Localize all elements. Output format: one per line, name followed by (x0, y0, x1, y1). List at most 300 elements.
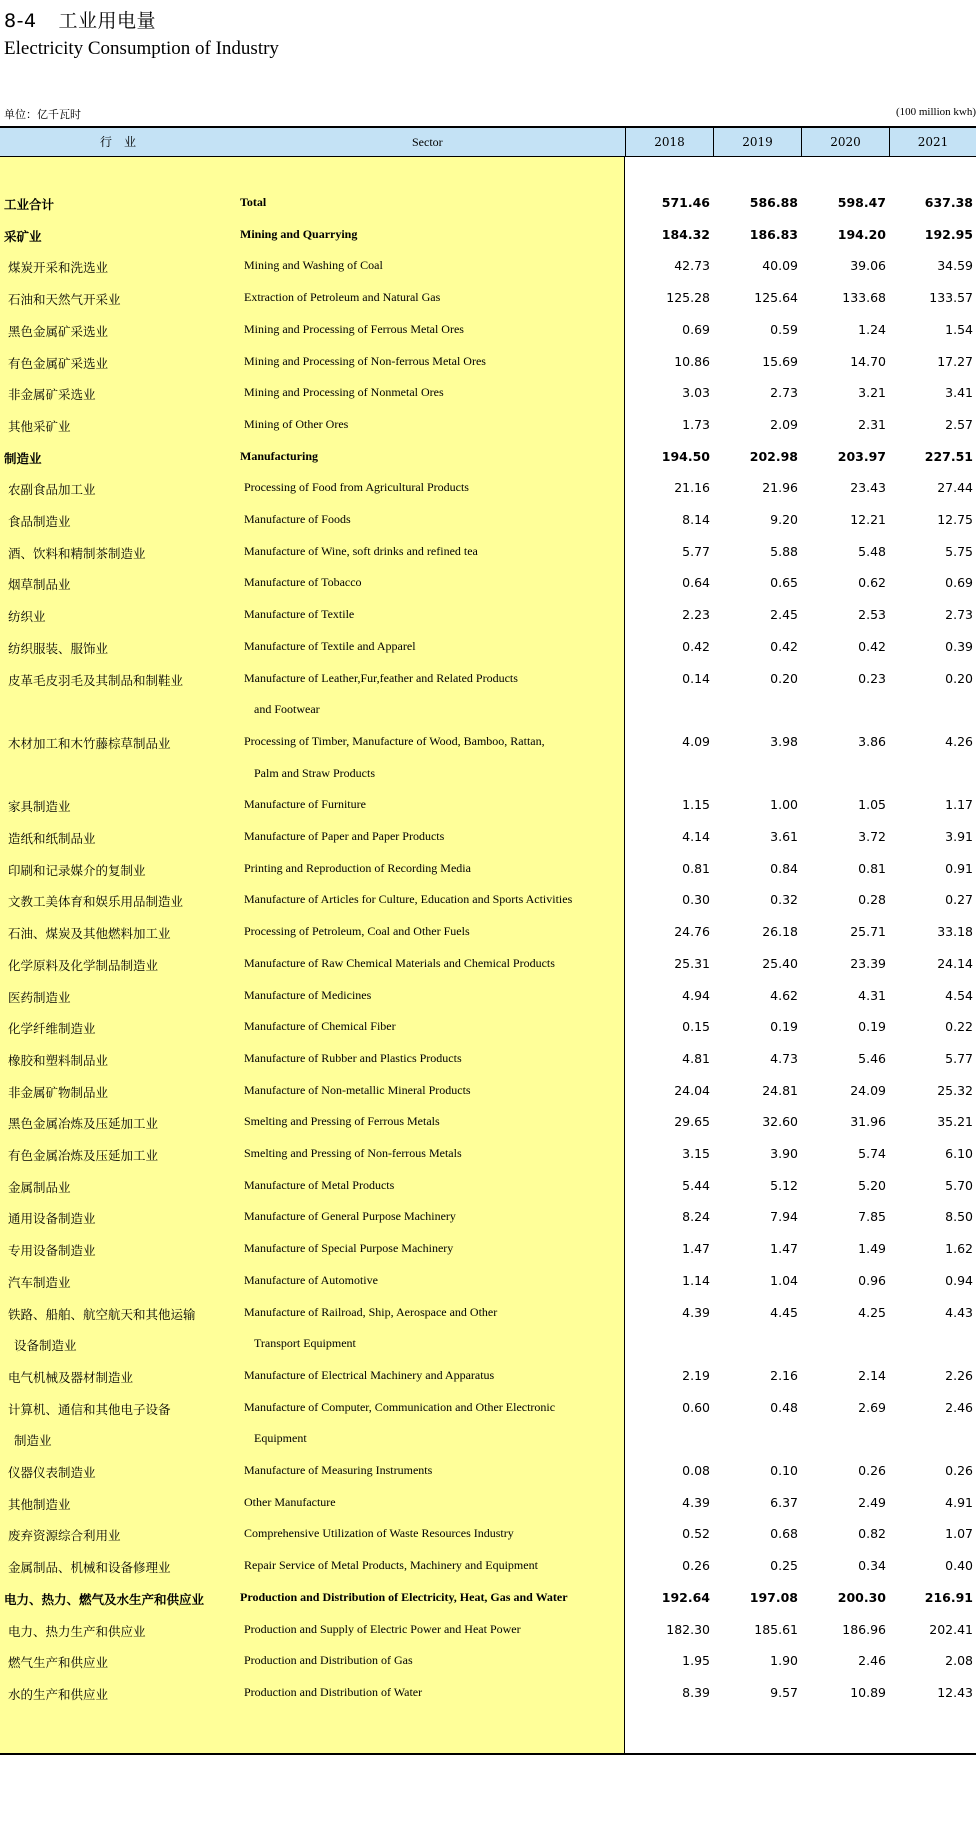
sector-name-en: Processing of Timber, Manufacture of Wood, Bamboo, Rattan, (244, 733, 545, 748)
value-2021: 8.50 (945, 1209, 973, 1225)
sector-name-en: Production and Distribution of Electricity, Heat, Gas and Water (240, 1589, 568, 1604)
value-2020: 598.47 (837, 195, 886, 210)
table-row (0, 1265, 976, 1297)
table-row (0, 1645, 976, 1677)
table-row (0, 948, 976, 980)
value-2020: 2.31 (858, 416, 886, 432)
sector-name-en: Production and Supply of Electric Power and Heat Power (244, 1621, 521, 1636)
value-2019: 1.00 (770, 797, 798, 813)
sector-name-en: Manufacture of Tobacco (244, 575, 362, 590)
value-2019: 4.45 (770, 1304, 798, 1320)
sector-name-en: Mining and Processing of Nonmetal Ores (244, 385, 444, 400)
sector-name-en: Manufacture of Articles for Culture, Education and Sports Activities (244, 892, 573, 907)
sector-name-en: Repair Service of Metal Products, Machinery and Equipment (244, 1558, 538, 1573)
value-2021: 1.17 (945, 797, 973, 813)
value-2018: 21.16 (674, 480, 710, 496)
sector-name-en: Mining and Processing of Ferrous Metal Ores (244, 321, 464, 336)
value-2021: 2.08 (945, 1653, 973, 1669)
sector-name-en: Manufacture of Electrical Machinery and Apparatus (244, 1367, 495, 1382)
sector-name-en: Smelting and Pressing of Non-ferrous Metals (244, 1146, 462, 1160)
value-2020: 0.62 (858, 575, 886, 591)
value-2019: 0.32 (770, 892, 798, 908)
value-2019: 40.09 (762, 258, 798, 274)
header-year-2021: 2021 (889, 128, 976, 156)
value-2021: 2.73 (945, 607, 973, 623)
value-2018: 0.08 (682, 1463, 710, 1478)
value-2020: 25.71 (850, 924, 886, 940)
sector-name-zh: 金属制品业 (8, 1179, 71, 1195)
value-2020: 3.72 (858, 829, 886, 844)
value-2019: 1.04 (770, 1272, 798, 1288)
sector-name-zh: 橡胶和塑料制品业 (8, 1052, 109, 1068)
value-2018: 0.60 (682, 1399, 710, 1415)
value-2018: 4.39 (682, 1304, 710, 1320)
value-2021: 12.43 (937, 1684, 973, 1700)
table-row (0, 536, 976, 568)
value-2020: 0.82 (858, 1526, 886, 1542)
sector-name-en: Mining and Quarrying (240, 226, 358, 241)
value-2018: 184.32 (661, 226, 710, 242)
value-2019: 2.73 (770, 385, 798, 401)
value-2019: 3.61 (770, 829, 798, 844)
value-2018: 0.81 (682, 860, 710, 876)
value-2020: 24.09 (850, 1082, 886, 1098)
value-2018: 4.94 (682, 987, 710, 1003)
sector-name-en: Manufacture of Furniture (244, 797, 366, 812)
value-2020: 0.34 (858, 1558, 886, 1574)
value-2021: 2.26 (945, 1367, 973, 1383)
value-2020: 133.68 (842, 290, 886, 306)
sector-name-zh: 文教工美体育和娱乐用品制造业 (8, 894, 184, 910)
sector-name-en: Production and Distribution of Water (244, 1684, 423, 1699)
value-2021: 133.57 (929, 290, 973, 306)
value-2018: 571.46 (661, 195, 710, 210)
header-year-2019: 2019 (713, 128, 801, 156)
sector-name-zh: 电气机械及器材制造业 (8, 1369, 134, 1385)
value-2019: 186.83 (749, 226, 798, 242)
value-2021: 0.94 (945, 1272, 973, 1288)
value-2018: 0.15 (682, 1019, 710, 1035)
value-2021: 5.70 (945, 1177, 973, 1193)
table-row (0, 1328, 976, 1360)
sector-name-zh: 其他制造业 (8, 1496, 71, 1512)
value-2018: 4.81 (682, 1050, 710, 1066)
sector-name-en: Manufacture of Chemical Fiber (244, 1019, 396, 1034)
value-2021: 35.21 (937, 1114, 973, 1130)
value-2020: 5.74 (858, 1146, 886, 1161)
sector-name-en: Manufacture of Raw Chemical Materials and Chemical Products (244, 955, 555, 970)
title-zh-text: 工业用电量 (58, 10, 157, 32)
table-row (0, 1518, 976, 1550)
value-2020: 2.53 (858, 607, 886, 623)
table-row (0, 884, 976, 916)
value-2021: 0.22 (945, 1019, 973, 1035)
value-2021: 3.91 (945, 829, 973, 844)
sector-name-zh: 化学原料及化学制品制造业 (8, 957, 159, 973)
value-2021: 227.51 (924, 448, 973, 464)
sector-name-zh: 废弃资源综合利用业 (8, 1528, 121, 1544)
value-2021: 1.62 (945, 1241, 973, 1257)
value-2019: 185.61 (754, 1621, 798, 1637)
value-2019: 32.60 (762, 1114, 798, 1130)
value-2019: 24.81 (762, 1082, 798, 1098)
sector-name-zh: 专用设备制造业 (8, 1243, 96, 1259)
value-2020: 1.05 (858, 797, 886, 813)
table-row (0, 441, 976, 473)
table-row (0, 472, 976, 504)
table-row (0, 1233, 976, 1265)
value-2018: 5.77 (682, 543, 710, 559)
value-2020: 1.24 (858, 321, 886, 337)
table-row (0, 1550, 976, 1582)
sector-name-zh: 采矿业 (4, 228, 42, 244)
value-2020: 3.21 (858, 385, 886, 401)
sector-name-en: Manufacture of Wine, soft drinks and refined tea (244, 543, 478, 558)
value-2019: 0.10 (770, 1463, 798, 1478)
sector-name-en: Manufacture of Medicines (244, 987, 372, 1002)
value-2021: 34.59 (937, 258, 973, 274)
value-2021: 4.91 (945, 1494, 973, 1510)
value-2020: 0.26 (858, 1463, 886, 1478)
value-2018: 0.30 (682, 892, 710, 908)
sector-name-en: Manufacture of Foods (244, 512, 351, 526)
value-2018: 0.64 (682, 575, 710, 591)
value-2018: 0.14 (682, 670, 710, 686)
value-2018: 1.73 (682, 416, 710, 432)
sector-name-en: Manufacture of Leather,Fur,feather and Related Products (244, 670, 518, 685)
sector-name-zh: 设备制造业 (14, 1338, 77, 1354)
value-2021: 1.07 (945, 1526, 973, 1542)
sector-name-zh: 烟草制品业 (8, 577, 71, 593)
value-2019: 9.20 (770, 512, 798, 527)
table-row (0, 282, 976, 314)
value-2018: 0.52 (682, 1526, 710, 1542)
sector-name-zh: 电力、热力、燃气及水生产和供应业 (4, 1591, 205, 1607)
value-2019: 9.57 (770, 1684, 798, 1700)
value-2018: 3.15 (682, 1146, 710, 1161)
value-2019: 4.62 (770, 987, 798, 1003)
sector-name-en: Mining and Washing of Coal (244, 258, 383, 273)
value-2021: 33.18 (937, 924, 973, 940)
value-2018: 8.14 (682, 512, 710, 527)
table-row (0, 789, 976, 821)
sector-name-zh: 纺织业 (8, 609, 46, 625)
sector-name-zh: 黑色金属冶炼及压延加工业 (8, 1116, 159, 1132)
value-2018: 25.31 (674, 955, 710, 971)
value-2019: 2.09 (770, 416, 798, 432)
value-2020: 3.86 (858, 733, 886, 749)
sector-name-zh: 有色金属矿采选业 (8, 355, 109, 371)
table-row (0, 1360, 976, 1392)
value-2018: 0.26 (682, 1558, 710, 1574)
value-2020: 5.46 (858, 1050, 886, 1066)
value-2019: 21.96 (762, 480, 798, 496)
sector-name-zh: 制造业 (4, 450, 42, 466)
value-2019: 0.25 (770, 1558, 798, 1574)
value-2019: 26.18 (762, 924, 798, 940)
table-row (0, 377, 976, 409)
value-2020: 12.21 (850, 512, 886, 527)
value-2019: 2.16 (770, 1367, 798, 1383)
sector-name-zh: 石油、煤炭及其他燃料加工业 (8, 926, 171, 942)
value-2018: 2.19 (682, 1367, 710, 1383)
value-2021: 1.54 (945, 321, 973, 337)
value-2020: 0.42 (858, 638, 886, 654)
value-2018: 4.39 (682, 1494, 710, 1510)
table-row (0, 1487, 976, 1519)
sector-name-zh: 金属制品、机械和设备修理业 (8, 1560, 171, 1576)
table-row (0, 1106, 976, 1138)
table-row (0, 663, 976, 695)
value-2018: 1.15 (682, 797, 710, 813)
sector-name-zh: 电力、热力生产和供应业 (8, 1623, 146, 1639)
value-2020: 200.30 (837, 1589, 886, 1605)
sector-name-en: Total (240, 195, 267, 209)
value-2020: 14.70 (850, 353, 886, 369)
value-2020: 23.39 (850, 955, 886, 971)
sector-name-zh: 有色金属冶炼及压延加工业 (8, 1148, 159, 1163)
value-2020: 7.85 (858, 1209, 886, 1225)
sector-name-zh: 纺织服装、服饰业 (8, 640, 109, 656)
value-2019: 2.45 (770, 607, 798, 623)
unit-label-zh: 单位：亿千瓦时 (4, 108, 81, 121)
header-sector-zh: 行 业 (100, 135, 137, 149)
table-row (0, 726, 976, 758)
value-2019: 6.37 (770, 1494, 798, 1510)
value-2021: 12.75 (937, 512, 973, 527)
sector-name-en: Production and Distribution of Gas (244, 1653, 413, 1668)
value-2020: 0.23 (858, 670, 886, 686)
table-row (0, 1011, 976, 1043)
table-row (0, 631, 976, 663)
sector-name-en: Transport Equipment (254, 1336, 356, 1351)
sector-name-zh: 水的生产和供应业 (8, 1686, 109, 1702)
value-2020: 0.96 (858, 1272, 886, 1288)
value-2018: 10.86 (674, 353, 710, 369)
value-2018: 4.14 (682, 829, 710, 844)
sector-name-en: Manufacturing (240, 448, 318, 463)
sector-name-zh: 化学纤维制造业 (8, 1021, 96, 1037)
sector-name-zh: 石油和天然气开采业 (8, 292, 121, 308)
value-2021: 202.41 (929, 1621, 973, 1637)
value-2021: 27.44 (937, 480, 973, 496)
value-2018: 8.24 (682, 1209, 710, 1225)
value-2019: 0.20 (770, 670, 798, 686)
value-2019: 0.19 (770, 1019, 798, 1035)
table-row (0, 1455, 976, 1487)
table-row (0, 314, 976, 346)
sector-name-zh: 印刷和记录媒介的复制业 (8, 862, 146, 878)
table-row (0, 694, 976, 726)
value-2021: 2.57 (945, 416, 973, 432)
value-2019: 125.64 (754, 290, 798, 306)
value-2019: 0.68 (770, 1526, 798, 1542)
sector-name-zh: 酒、饮料和精制茶制造业 (8, 545, 146, 561)
value-2019: 0.59 (770, 321, 798, 337)
table-row (0, 853, 976, 885)
value-2020: 186.96 (842, 1621, 886, 1637)
value-2019: 3.90 (770, 1146, 798, 1161)
sector-name-zh: 黑色金属矿采选业 (8, 323, 109, 339)
value-2019: 0.65 (770, 575, 798, 591)
value-2020: 39.06 (850, 258, 886, 274)
sector-name-en: Equipment (254, 1431, 307, 1446)
sector-name-en: Manufacture of Special Purpose Machinery (244, 1241, 454, 1256)
value-2020: 10.89 (850, 1684, 886, 1700)
sector-name-en: Manufacture of Non-metallic Mineral Products (244, 1082, 471, 1097)
value-2019: 0.84 (770, 860, 798, 876)
table-row (0, 1201, 976, 1233)
sector-name-zh: 造纸和纸制品业 (8, 831, 96, 846)
value-2018: 29.65 (674, 1114, 710, 1130)
value-2018: 192.64 (661, 1589, 710, 1605)
value-2021: 0.27 (945, 892, 973, 908)
value-2021: 0.20 (945, 670, 973, 686)
value-2021: 5.77 (945, 1050, 973, 1066)
value-2018: 42.73 (674, 258, 710, 274)
sector-name-en: Printing and Reproduction of Recording Media (244, 860, 471, 875)
table-row (0, 758, 976, 790)
value-2021: 6.10 (945, 1146, 973, 1161)
value-2018: 182.30 (666, 1621, 710, 1637)
value-2020: 2.69 (858, 1399, 886, 1415)
value-2019: 586.88 (749, 195, 798, 210)
data-table (0, 126, 976, 1755)
value-2020: 2.46 (858, 1653, 886, 1669)
sector-name-zh: 制造业 (14, 1433, 52, 1449)
sector-name-zh: 非金属矿采选业 (8, 387, 96, 403)
value-2018: 194.50 (661, 448, 710, 464)
value-2021: 4.54 (945, 987, 973, 1003)
table-number: 8-4 (4, 10, 37, 32)
table-row (0, 1392, 976, 1424)
value-2018: 3.03 (682, 385, 710, 401)
table-row (0, 250, 976, 282)
table-row (0, 1677, 976, 1709)
sector-name-en: Processing of Food from Agricultural Products (244, 480, 469, 495)
value-2021: 0.40 (945, 1558, 973, 1574)
sector-name-zh: 燃气生产和供应业 (8, 1655, 109, 1671)
value-2019: 5.12 (770, 1177, 798, 1193)
page-title-zh (4, 6, 156, 33)
sector-name-zh: 其他采矿业 (8, 418, 71, 434)
sector-name-en: Manufacture of Computer, Communication and Other Electronic (244, 1399, 556, 1414)
value-2019: 5.88 (770, 543, 798, 559)
value-2019: 0.48 (770, 1399, 798, 1415)
value-2019: 0.42 (770, 638, 798, 654)
value-2021: 192.95 (924, 226, 973, 242)
value-2019: 15.69 (762, 353, 798, 369)
sector-name-zh: 医药制造业 (8, 989, 71, 1005)
value-2019: 3.98 (770, 733, 798, 749)
sector-name-en: Processing of Petroleum, Coal and Other Fuels (244, 924, 470, 939)
sector-name-en: Manufacture of Rubber and Plastics Products (244, 1050, 462, 1065)
table-row (0, 980, 976, 1012)
table-row (0, 821, 976, 853)
sector-name-en: Manufacture of Railroad, Ship, Aerospace and Other (244, 1304, 498, 1319)
value-2021: 0.26 (945, 1463, 973, 1478)
value-2021: 5.75 (945, 543, 973, 559)
sector-name-en: Smelting and Pressing of Ferrous Metals (244, 1114, 440, 1129)
value-2020: 0.19 (858, 1019, 886, 1035)
value-2020: 31.96 (850, 1114, 886, 1130)
value-2018: 1.47 (682, 1241, 710, 1257)
value-2020: 2.49 (858, 1494, 886, 1510)
value-2018: 8.39 (682, 1684, 710, 1700)
sector-name-en: Manufacture of Metal Products (244, 1177, 395, 1192)
sector-name-zh: 木材加工和木竹藤棕草制品业 (8, 735, 171, 751)
value-2021: 3.41 (945, 385, 973, 401)
sector-name-zh: 铁路、船舶、航空航天和其他运输 (8, 1306, 196, 1322)
value-2021: 4.26 (945, 733, 973, 749)
value-2018: 125.28 (666, 290, 710, 306)
value-2019: 25.40 (762, 955, 798, 971)
table-row (0, 1138, 976, 1170)
value-2019: 7.94 (770, 1209, 798, 1225)
sector-name-zh: 皮革毛皮羽毛及其制品和制鞋业 (8, 672, 184, 688)
sector-name-en: Manufacture of Textile (244, 607, 355, 622)
table-body (0, 157, 976, 1755)
table-header (0, 126, 976, 157)
value-2018: 0.42 (682, 638, 710, 654)
value-2021: 0.69 (945, 575, 973, 591)
value-2019: 1.90 (770, 1653, 798, 1669)
value-2020: 5.20 (858, 1177, 886, 1193)
value-2020: 5.48 (858, 543, 886, 559)
value-2020: 23.43 (850, 480, 886, 496)
sector-name-zh: 工业合计 (4, 197, 55, 212)
header-sector-en: Sector (412, 135, 443, 149)
header-year-2018: 2018 (625, 128, 713, 156)
table-row (0, 219, 976, 251)
unit-label-en: (100 million kwh) (895, 106, 976, 118)
table-row (0, 1614, 976, 1646)
table-row (0, 1582, 976, 1614)
sector-name-en: Comprehensive Utilization of Waste Resources Industry (244, 1526, 514, 1541)
sector-name-zh: 仪器仪表制造业 (8, 1465, 96, 1480)
value-2021: 24.14 (937, 955, 973, 971)
value-2020: 203.97 (837, 448, 886, 464)
value-2021: 25.32 (937, 1082, 973, 1098)
sector-name-zh: 汽车制造业 (8, 1274, 71, 1290)
header-sector (0, 128, 625, 156)
table-row (0, 567, 976, 599)
sector-name-en: Manufacture of Automotive (244, 1272, 378, 1287)
sector-name-en: Manufacture of Textile and Apparel (244, 638, 416, 653)
value-2021: 0.91 (945, 860, 973, 876)
table-row (0, 1170, 976, 1202)
sector-name-en: Mining of Other Ores (244, 416, 349, 431)
value-2018: 4.09 (682, 733, 710, 749)
sector-name-zh: 家具制造业 (8, 799, 71, 815)
sector-name-en: Manufacture of General Purpose Machinery (244, 1209, 456, 1224)
table-row (0, 1043, 976, 1075)
value-2020: 4.25 (858, 1304, 886, 1320)
header-year-2020: 2020 (801, 128, 889, 156)
value-2021: 4.43 (945, 1304, 973, 1320)
value-2018: 24.04 (674, 1082, 710, 1098)
sector-name-zh: 食品制造业 (8, 514, 71, 529)
value-2020: 194.20 (837, 226, 886, 242)
sector-name-en: and Footwear (254, 702, 320, 717)
table-row (0, 1297, 976, 1329)
page-title-en: Electricity Consumption of Industry (4, 38, 279, 59)
value-2021: 637.38 (924, 195, 973, 210)
table-row (0, 1075, 976, 1107)
table-row (0, 187, 976, 219)
value-2021: 2.46 (945, 1399, 973, 1415)
value-2020: 0.28 (858, 892, 886, 908)
